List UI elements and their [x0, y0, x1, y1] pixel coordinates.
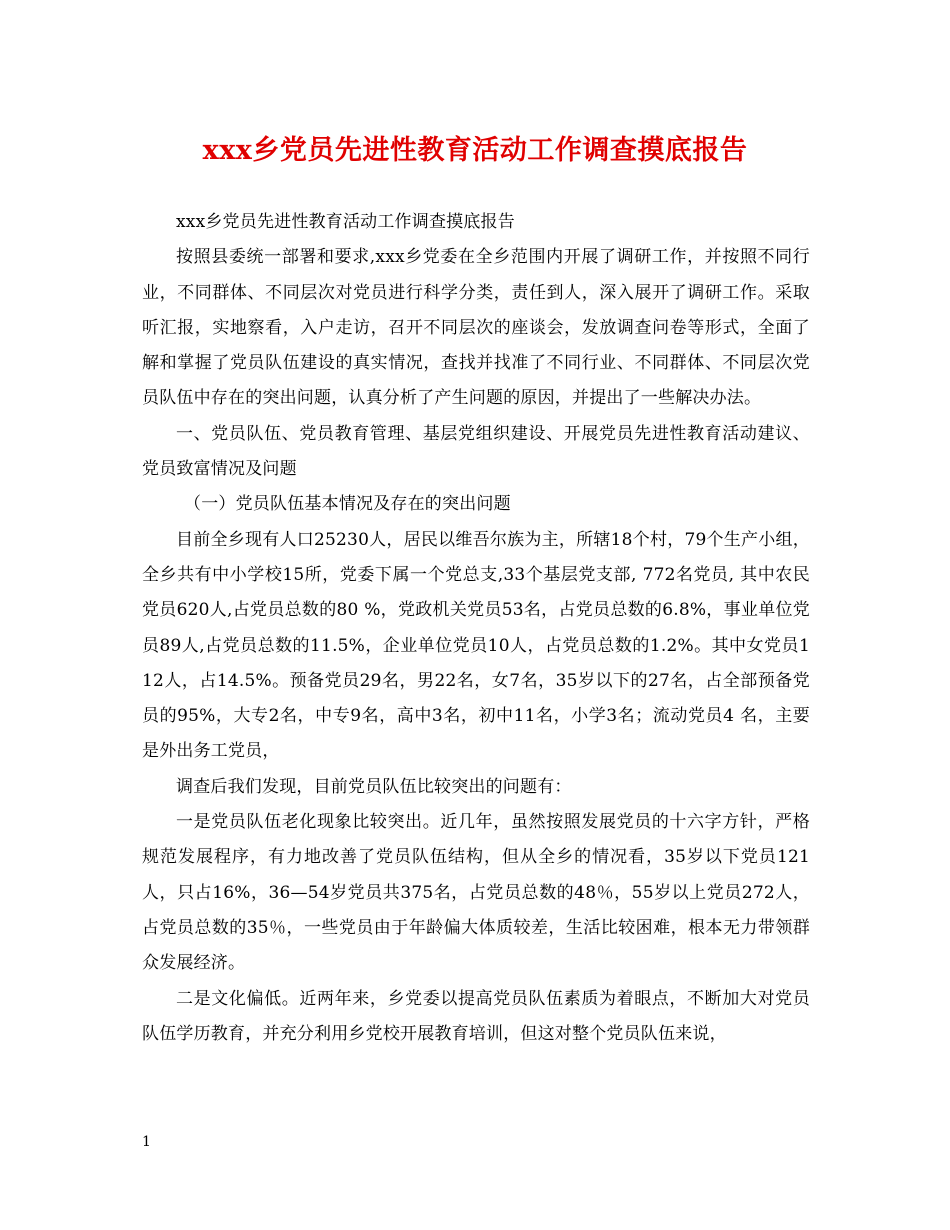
page-number: 1: [142, 1134, 151, 1150]
paragraph-problem-two: 二是文化偏低。近两年来，乡党委以提高党员队伍素质为着眼点，不断加大对党员队伍学历教育，并充分利用乡党校开展教育培训，但这对整个党员队伍来说，: [142, 988, 810, 1044]
paragraph-statistics: 目前全乡现有人口25230人，居民以维吾尔族为主，所辖18个村，79个生产小组，全乡共有中小学校15所，党委下属一个党总支,33个基层党支部, 772名党员, 其中农民党员620人,占党员总数的80 %，党政机关党员53名，占党员总数的6.8%，事业单位党员89人,占党员总数的11.5%，企业单位党员10人，占党员总数的1.2%。其中女党员112人，占14.5%。预备党员29名，男22名，女7名，35岁以下的27名，占全部预备党员的95%，大专2名，中专9名，高中3名，初中11名，小学3名；流动党员4 名，主要是外出务工党员，: [142, 529, 810, 762]
section-heading: 一、党员队伍、党员教育管理、基层党组织建设、开展党员先进性教育活动建议、党员致富情况及问题: [142, 423, 810, 480]
paragraph-findings-intro: 调查后我们发现，目前党员队伍比较突出的问题有：: [176, 776, 572, 797]
subsection-heading: （一）党员队伍基本情况及存在的突出问题: [184, 494, 511, 515]
document-title: xxx乡党员先进性教育活动工作调查摸底报告: [202, 135, 748, 166]
document-body: [142, 205, 810, 1052]
paragraph-subtitle: xxx乡党员先进性教育活动工作调查摸底报告: [176, 212, 515, 232]
paragraph-problem-one: 一是党员队伍老化现象比较突出。近几年，虽然按照发展党员的十六字方针，严格规范发展程序，有力地改善了党员队伍结构，但从全乡的情况看，35岁以下党员121人，只占16%，36—54岁党员共375名，占党员总数的48％，55岁以上党员272人，占党员总数的35％，一些党员由于年龄偏大体质较差，生活比较困难，根本无力带领群众发展经济。: [142, 812, 810, 974]
paragraph-intro: 按照县委统一部署和要求,xxx乡党委在全乡范围内开展了调研工作，并按照不同行业，不同群体、不同层次对党员进行科学分类，责任到人，深入展开了调研工作。采取听汇报，实地察看，入户走访，召开不同层次的座谈会，发放调查问卷等形式，全面了解和掌握了党员队伍建设的真实情况，查找并找准了不同行业、不同群体、不同层次党员队伍中存在的突出问题，认真分析了产生问题的原因，并提出了一些解决办法。: [142, 247, 810, 409]
